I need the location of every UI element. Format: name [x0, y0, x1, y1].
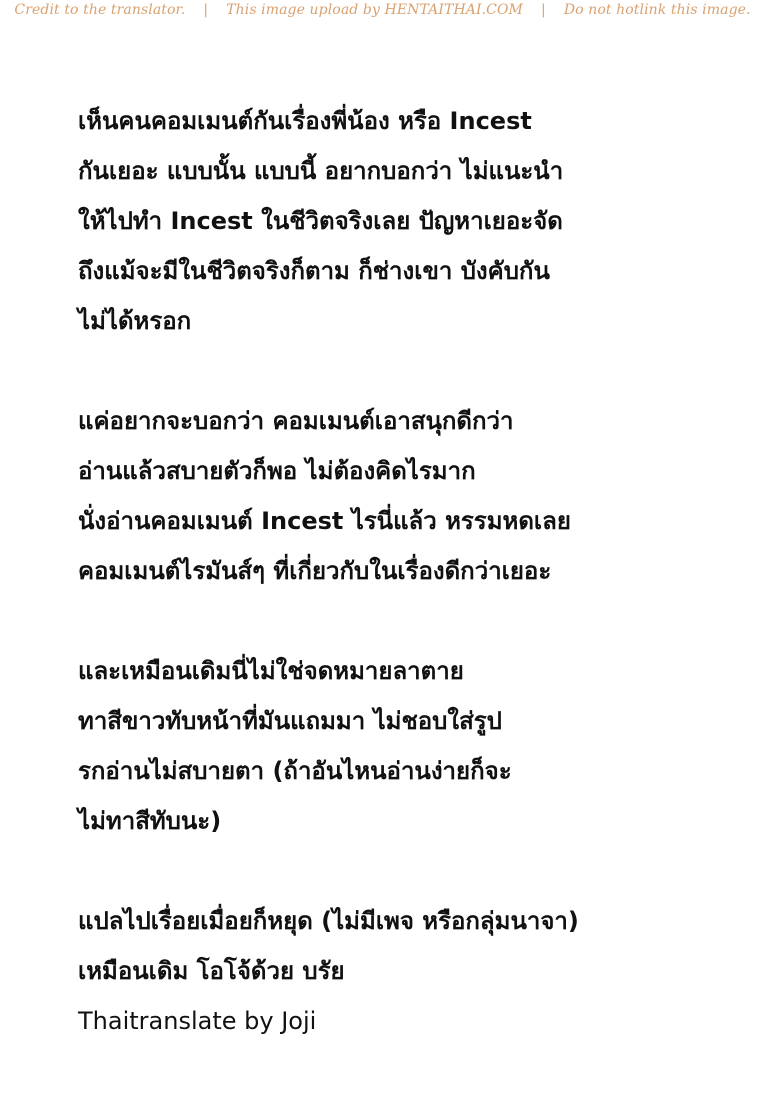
text-line: แค่อยากจะบอกว่า คอมเมนต์เอาสนุกดีกว่า	[78, 407, 514, 435]
header-hotlink: Do not hotlink this image.	[563, 2, 751, 18]
text-line: กันเยอะ แบบนั้น แบบนี้ อยากบอกว่า ไม่แนะนำ	[78, 157, 564, 185]
translator-note	[78, 96, 738, 1046]
text-line: ไม่ทาสีทับนะ)	[78, 807, 222, 835]
paragraph-3	[78, 646, 738, 846]
text-line: อ่านแล้วสบายตัวก็พอ ไม่ต้องคิดไรมาก	[78, 457, 476, 485]
paragraph-1	[78, 96, 738, 346]
text-line: และเหมือนเดิมนี่ไม่ใช่จดหมายลาตาย	[78, 657, 464, 685]
text-line: คอมเมนต์ไรมันส์ๆ ที่เกี่ยวกับในเรื่องดีกว่าเยอะ	[78, 557, 552, 585]
text-line: ให้ไปทำ Incest ในชีวิตจริงเลย ปัญหาเยอะจัด	[78, 207, 563, 235]
text-line: แปลไปเรื่อยเมื่อยก็หยุด (ไม่มีเพจ หรือกลุ่มนาจา)	[78, 907, 579, 935]
header-separator: |	[540, 2, 546, 18]
text-line: เหมือนเดิม โอโจ้ด้วย บรัย	[78, 957, 345, 985]
text-line: ทาสีขาวทับหน้าที่มันแถมมา ไม่ชอบใส่รูป	[78, 707, 502, 735]
paragraph-4	[78, 896, 738, 1046]
paragraph-2	[78, 396, 738, 596]
header-credit: Credit to the translator.	[14, 2, 186, 18]
text-line: รกอ่านไม่สบายตา (ถ้าอันไหนอ่านง่ายก็จะ	[78, 757, 512, 785]
watermark-header	[0, 0, 765, 20]
header-upload: This image upload by HENTAITHAI.COM	[226, 2, 523, 18]
text-line: ถึงแม้จะมีในชีวิตจริงก็ตาม ก็ช่างเขา บังคับกัน	[78, 257, 550, 285]
header-separator: |	[203, 2, 209, 18]
text-line: เห็นคนคอมเมนต์กันเรื่องพี่น้อง หรือ Incest	[78, 107, 532, 135]
text-line: นั่งอ่านคอมเมนต์ Incest ไรนี่แล้ว หรรมหดเลย	[78, 507, 571, 535]
text-line: ไม่ได้หรอก	[78, 307, 192, 335]
translator-signature: Thaitranslate by Joji	[78, 1007, 317, 1035]
